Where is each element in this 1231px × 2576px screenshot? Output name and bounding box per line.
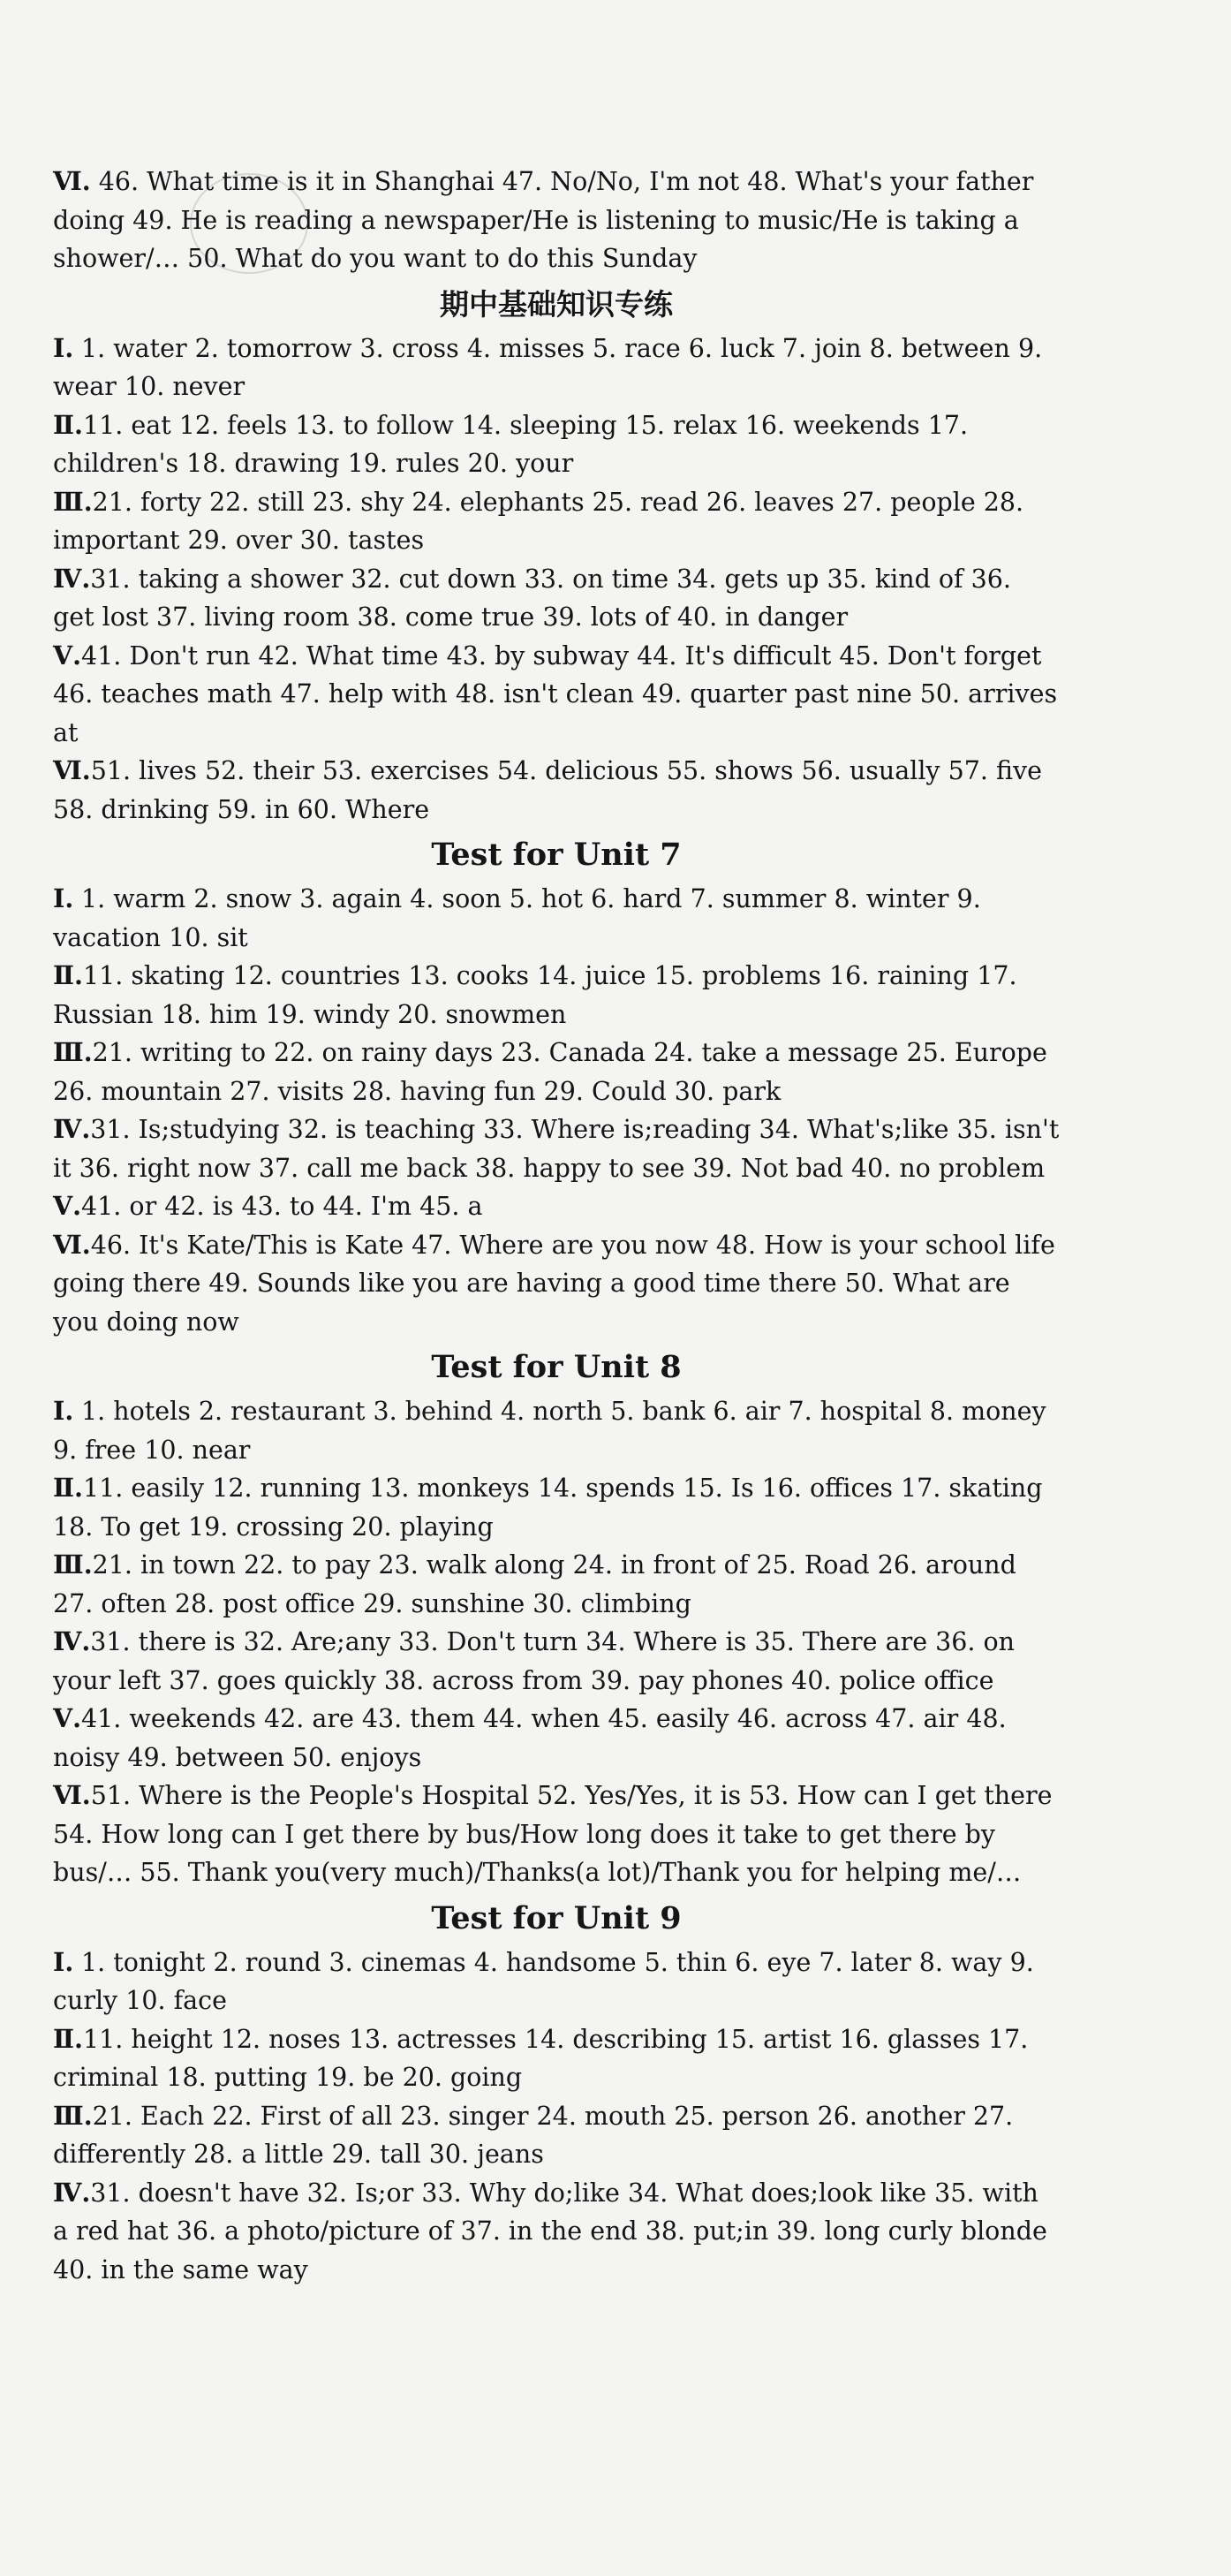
roman-numeral: Ⅲ. (53, 486, 93, 517)
section-title: Test for Unit 7 (431, 837, 682, 873)
roman-numeral: Ⅰ. (53, 883, 74, 913)
answer-paragraph (53, 1392, 1060, 1469)
answer-text: 11. height 12. noses 13. actresses 14. describing 15. artist 16. glasses 17. criminal 18. putting 19. be 20. going (53, 2024, 1029, 2092)
roman-numeral: Ⅱ. (53, 960, 83, 990)
answer-text: 41. or 42. is 43. to 44. I'm 45. a (81, 1192, 483, 1221)
roman-numeral: Ⅲ. (53, 2100, 93, 2131)
answer-text: 31. taking a shower 32. cut down 33. on time 34. gets up 35. kind of 36. get lost 37. living room 38. come true 39. lots of 40. in danger (53, 564, 1011, 632)
roman-numeral: Ⅵ. (53, 1229, 91, 1260)
roman-numeral: Ⅵ. (53, 166, 91, 196)
roman-numeral: Ⅴ. (53, 640, 82, 671)
section-title: Test for Unit 9 (431, 1899, 682, 1936)
roman-numeral: Ⅴ. (53, 1703, 82, 1733)
roman-numeral: Ⅲ. (53, 1037, 93, 1067)
answer-text: 1. warm 2. snow 3. again 4. soon 5. hot 6. hard 7. summer 8. winter 9. vacation 10. sit (53, 884, 981, 952)
roman-numeral: Ⅳ. (53, 1114, 91, 1144)
answer-paragraph (53, 560, 1060, 637)
answer-text: 31. Is;studying 32. is teaching 33. Where is;reading 34. What's;like 35. isn't it 36. right now 37. call me back 38. happy to see 39. Not bad 40. no problem (53, 1115, 1060, 1183)
roman-numeral: Ⅰ. (53, 1396, 74, 1426)
roman-numeral: Ⅳ. (53, 563, 91, 594)
answer-text: 51. lives 52. their 53. exercises 54. delicious 55. shows 56. usually 57. five 58. drinking 59. in 60. Where (53, 756, 1042, 824)
answer-text: 1. tonight 2. round 3. cinemas 4. handsome 5. thin 6. eye 7. later 8. way 9. curly 10. face (53, 1947, 1034, 2015)
answer-text: 21. Each 22. First of all 23. singer 24. mouth 25. person 26. another 27. differently 28. a little 29. tall 30. jeans (53, 2101, 1014, 2169)
answer-paragraph (53, 2097, 1060, 2174)
answer-paragraph (53, 1187, 1060, 1226)
answer-text: 41. weekends 42. are 43. them 44. when 45. easily 46. across 47. air 48. noisy 49. between 50. enjoys (53, 1704, 1007, 1772)
answer-text: 21. in town 22. to pay 23. walk along 24. in front of 25. Road 26. around 27. often 28. post office 29. sunshine 30. climbing (53, 1550, 1016, 1618)
answer-text: 11. skating 12. countries 13. cooks 14. juice 15. problems 16. raining 17. Russian 18. him 19. windy 20. snowmen (53, 961, 1017, 1029)
roman-numeral: Ⅱ. (53, 409, 83, 440)
answer-text: 46. It's Kate/This is Kate 47. Where are you now 48. How is your school life going there 49. Sounds like you are having a good time there 50. What are you doing now (53, 1230, 1055, 1337)
roman-numeral: Ⅱ. (53, 2023, 83, 2054)
answer-paragraph (53, 406, 1060, 483)
answer-text: 46. What time is it in Shanghai 47. No/No, I'm not 48. What's your father doing 49. He is reading a newspaper/He is listening to music/He is taking a shower/… 50. What do you want to do this Sunday (53, 167, 1034, 273)
answer-text: 51. Where is the People's Hospital 52. Yes/Yes, it is 53. How can I get there 54. How long can I get there by bus/How long does it take to get there by bus/… 55. Thank you(very much)/Thanks(a lot)/Thank you for helping me/… (53, 1781, 1053, 1887)
section-title: 期中基础知识专练 (440, 286, 673, 322)
answer-paragraph (53, 752, 1060, 829)
roman-numeral: Ⅴ. (53, 1191, 82, 1221)
answer-paragraph (53, 1943, 1060, 2020)
answer-paragraph (53, 1546, 1060, 1623)
answer-text: 31. doesn't have 32. Is;or 33. Why do;like 34. What does;look like 35. with a red hat 36. a photo/picture of 37. in the end 38. put;in 39. long curly blonde 40. in the same way (53, 2178, 1047, 2284)
roman-numeral: Ⅰ. (53, 332, 74, 363)
answer-paragraph (53, 483, 1060, 560)
answer-text: 21. writing to 22. on rainy days 23. Canada 24. take a message 25. Europe 26. mountain 27. visits 28. having fun 29. Could 30. park (53, 1038, 1047, 1106)
roman-numeral: Ⅲ. (53, 1549, 93, 1580)
answer-paragraph (53, 1110, 1060, 1187)
answer-paragraph (53, 330, 1060, 406)
answer-paragraph (53, 2174, 1060, 2290)
roman-numeral: Ⅳ. (53, 2177, 91, 2208)
answer-paragraph (53, 637, 1060, 753)
answer-paragraph (53, 880, 1060, 957)
answer-paragraph (53, 1700, 1060, 1777)
answer-paragraph (53, 957, 1060, 1034)
answer-text: 31. there is 32. Are;any 33. Don't turn 34. Where is 35. There are 36. on your left 37. goes quickly 38. across from 39. pay phones 40. police office (53, 1627, 1016, 1695)
roman-numeral: Ⅵ. (53, 755, 91, 785)
answer-text: 1. water 2. tomorrow 3. cross 4. misses 5. race 6. luck 7. join 8. between 9. wear 10. never (53, 333, 1043, 401)
roman-numeral: Ⅵ. (53, 1780, 91, 1810)
answer-text: 41. Don't run 42. What time 43. by subway 44. It's difficult 45. Don't forget 46. teaches math 47. help with 48. isn't clean 49. quarter past nine 50. arrives at (53, 640, 1058, 747)
answer-paragraph (53, 1469, 1060, 1546)
answer-paragraph (53, 163, 1060, 278)
section-title: Test for Unit 8 (431, 1349, 682, 1385)
answer-text: 11. easily 12. running 13. monkeys 14. spends 15. Is 16. offices 17. skating 18. To get 19. crossing 20. playing (53, 1474, 1043, 1542)
answer-text: 11. eat 12. feels 13. to follow 14. sleeping 15. relax 16. weekends 17. children's 18. drawing 19. rules 20. your (53, 410, 969, 478)
answer-text: 21. forty 22. still 23. shy 24. elephants 25. read 26. leaves 27. people 28. important 29. over 30. tastes (53, 487, 1024, 555)
answer-paragraph (53, 1034, 1060, 1110)
roman-numeral: Ⅰ. (53, 1946, 74, 1977)
answer-paragraph (53, 1623, 1060, 1700)
roman-numeral: Ⅳ. (53, 1626, 91, 1656)
answer-paragraph (53, 1226, 1060, 1342)
answer-content (53, 163, 1060, 2289)
answer-paragraph (53, 1777, 1060, 1892)
answer-text: 1. hotels 2. restaurant 3. behind 4. north 5. bank 6. air 7. hospital 8. money 9. free 10. near (53, 1397, 1046, 1465)
roman-numeral: Ⅱ. (53, 1473, 83, 1503)
answer-paragraph (53, 2020, 1060, 2097)
